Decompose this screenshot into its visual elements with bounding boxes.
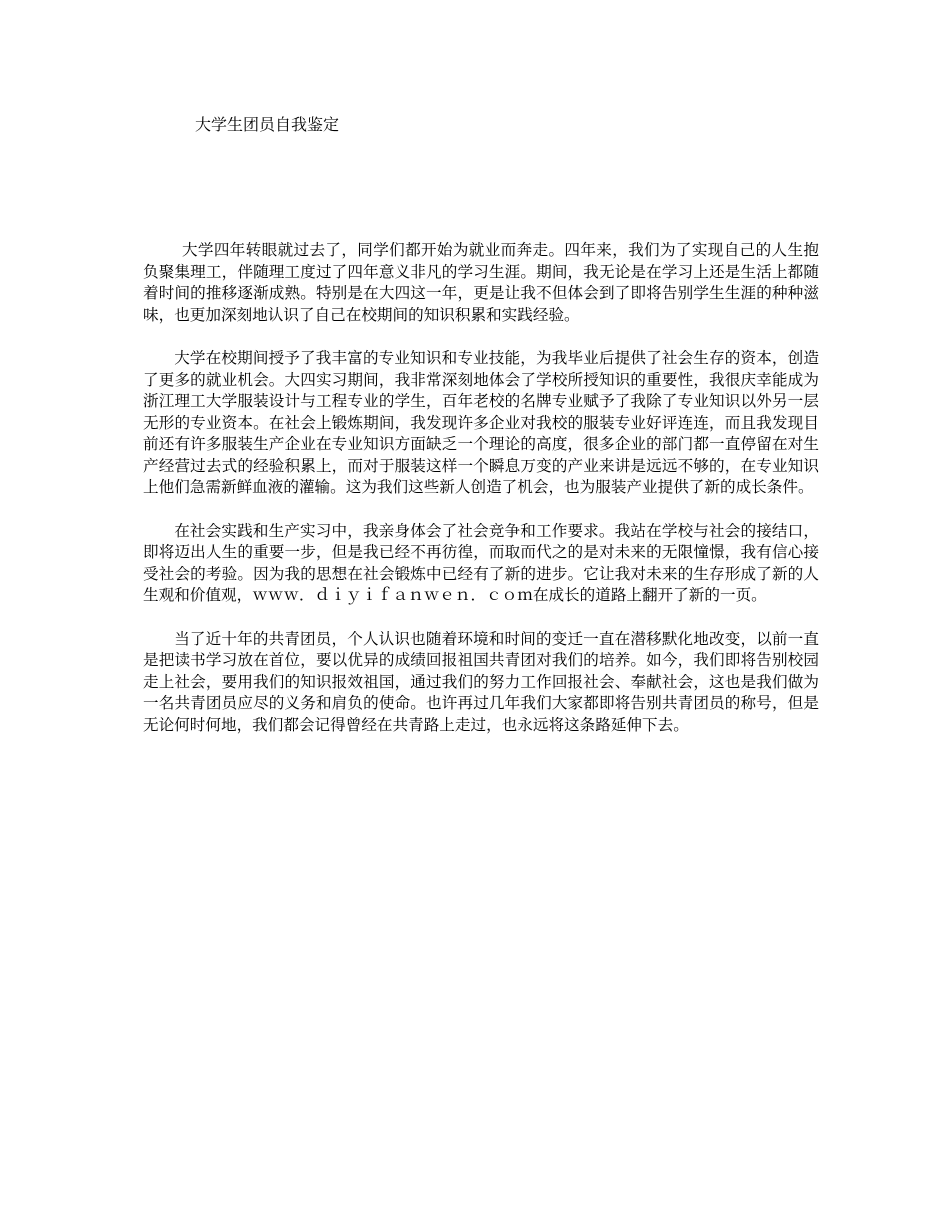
paragraph-1: 大学四年转眼就过去了，同学们都开始为就业而奔走。四年来，我们为了实现自己的人生抱负聚集理工，伴随理工度过了四年意义非凡的学习生涯。期间，我无论是在学习上还是生活上都随着时间的推移逐渐成熟。特别是在大四这一年，更是让我不但体会到了即将告别学生生涯的种种滋味，也更加深刻地认识了自己在校期间的知识积累和实践经验。 [143, 241, 819, 324]
paragraph-3: 在社会实践和生产实习中，我亲身体会了社会竞争和工作要求。我站在学校与社会的接结口，即将迈出人生的重要一步，但是我已经不再彷徨，而取而代之的是对未来的无限憧憬，我有信心接受社会的考验。因为我的思想在社会锻炼中已经有了新的进步。它让我对未来的生存形成了新的人生观和价值观，ｗｗｗ．ｄｉｙｉｆａｎｗｅｎ．ｃｏｍ在成长的道路上翻开了新的一页。 [143, 521, 819, 604]
document-body [143, 240, 819, 758]
paragraph-4: 当了近十年的共青团员，个人认识也随着环境和时间的变迁一直在潜移默化地改变，以前一直是把读书学习放在首位，要以优异的成绩回报祖国共青团对我们的培养。如今，我们即将告别校园走上社会，要用我们的知识报效祖国，通过我们的努力工作回报社会、奉献社会，这也是我们做为一名共青团员应尽的义务和肩负的使命。也许再过几年我们大家都即将告别共青团员的称号，但是无论何时何地，我们都会记得曾经在共青路上走过，也永远将这条路延伸下去。 [143, 629, 819, 734]
paragraph-2: 大学在校期间授予了我丰富的专业知识和专业技能，为我毕业后提供了社会生存的资本，创造了更多的就业机会。大四实习期间，我非常深刻地体会了学校所授知识的重要性，我很庆幸能成为浙江理工大学服装设计与工程专业的学生，百年老校的名牌专业赋予了我除了专业知识以外另一层无形的专业资本。在社会上锻炼期间，我发现许多企业对我校的服装专业好评连连，而且我发现目前还有许多服装生产企业在专业知识方面缺乏一个理论的高度，很多企业的部门都一直停留在对生产经营过去式的经验积累上，而对于服装这样一个瞬息万变的产业来讲是远远不够的，在专业知识上他们急需新鲜血液的灌输。这为我们这些新人创造了机会，也为服装产业提供了新的成长条件。 [143, 349, 819, 496]
document-title: 大学生团员自我鉴定 [195, 115, 340, 134]
